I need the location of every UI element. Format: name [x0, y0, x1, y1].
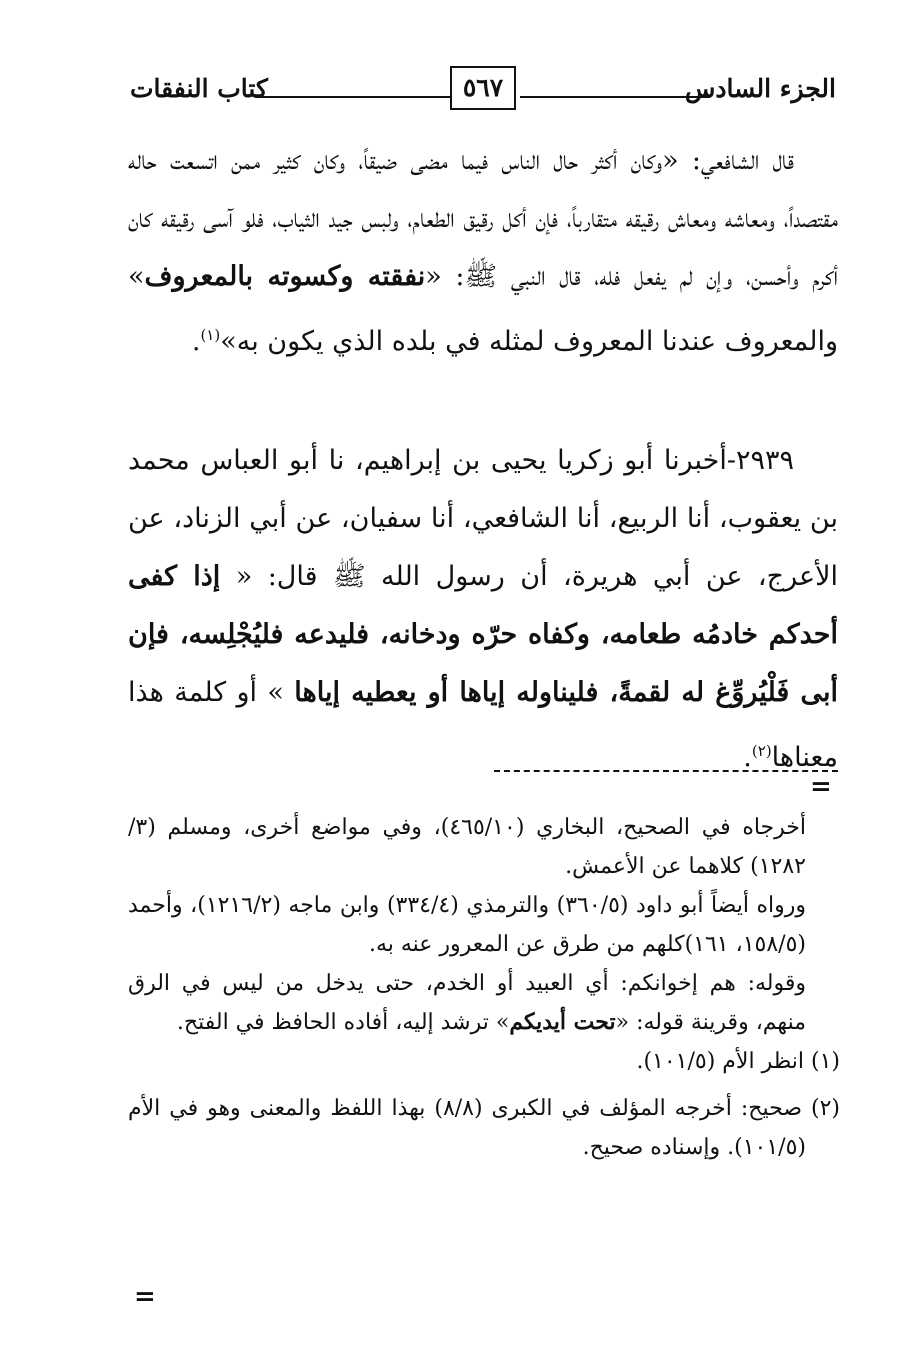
footnote-1: (١) انظر الأم (١٠١/٥).	[636, 1049, 840, 1074]
paragraph-shafii-quote	[128, 132, 838, 371]
footnote-continuation-2: ورواه أيضاً أبو داود (٣٦٠/٥) والترمذي (٣٣٤/٤) وابن ماجه (١٢١٦/٢)، وأحمد (١٥٨/٥، ١٦١)كلهم من طرق عن المعرور عنه به.	[128, 893, 807, 957]
page-header	[130, 66, 836, 116]
paragraph-text: قال الشافعي: «وكان أكثر حال الناس فيما مضى ضيقاً، وكان كثير ممن اتسعت حاله مقتصداً، ومعاشه ومعاش رقيقه متقارباً، فإن أكل رقيق الطعام، ولبس جيد الثياب، فلو آسى رقيقه كان أكرم وأحسن، وإن لم يفعل فله، قال النبي ﷺ: «	[128, 145, 838, 292]
footnote-2: (٢) صحيح: أخرجه المؤلف في الكبرى (٨/٨) بهذا اللفظ والمعنى وهو في الأم (١٠١/٥). وإسناده صحيح.	[128, 1096, 840, 1160]
footnote-text: » ترشد إليه، أفاده الحافظ في الفتح.	[176, 1010, 510, 1035]
paragraph-end: .	[743, 742, 752, 773]
footnote-continuation-3	[128, 964, 840, 1042]
hadith-bold-text: نفقته وكسوته بالمعروف	[144, 261, 426, 292]
paragraph-hadith-2939	[128, 432, 838, 787]
volume-title: الجزء السادس	[684, 74, 836, 103]
footnote-ref-2: (٢)	[751, 742, 772, 760]
paragraph-text: ٢٩٣٩-أخبرنا أبو زكريا يحيى بن إبراهيم، نا أبو العباس محمد بن يعقوب، أنا الربيع، أنا الشافعي، أنا سفيان، عن أبي الزناد، عن الأعرج، عن أبي هريرة، أن رسول الله ﷺ قال: «	[128, 445, 838, 592]
header-rule-left	[255, 96, 450, 98]
page-end-mark: =	[134, 1282, 156, 1312]
footnote-text: وقوله: هم إخوانكم: أي العبيد أو الخدم، حتى يدخل من ليس في الرق منهم، وقرينة قوله: «	[128, 971, 806, 1035]
continuation-mark: =	[810, 772, 832, 802]
footnote-continuation-1: أخرجاه في الصحيح، البخاري (٤٦٥/١٠)، وفي مواضع أخرى، ومسلم (٣/ ١٢٨٢) كلاهما عن الأعمش.	[128, 815, 806, 879]
book-title: كتاب النفقات	[130, 74, 268, 103]
paragraph-text: » والمعروف عندنا المعروف لمثله في بلده الذي يكون به»	[128, 261, 838, 357]
page-number: ٥٦٧	[450, 66, 516, 110]
hadith-bold-text: إذا كفى أحدكم خادمُه طعامه، وكفاه حرّه ودخانه، فليدعه فليُجْلِسه، فإن أبى فَلْيُروِّغ له لقمةً، فليناوله إياها أو يعطيه إياها	[128, 561, 838, 708]
paragraph-end: .	[191, 326, 201, 357]
footnote-bold-text: تحت أيديكم	[509, 1009, 616, 1035]
footnote-separator	[494, 770, 838, 772]
header-rule-right	[520, 96, 710, 98]
footnote-ref-1: (١)	[200, 326, 221, 344]
paragraph-text: » أو كلمة هذا معناها	[128, 677, 838, 773]
footnotes-section	[128, 808, 840, 1167]
